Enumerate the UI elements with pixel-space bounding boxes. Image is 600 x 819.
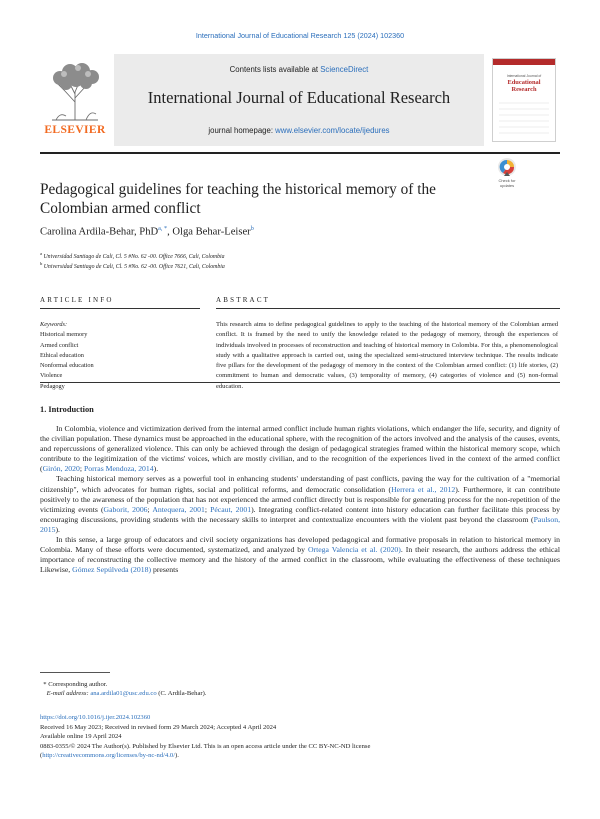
- affiliation-b: [40, 261, 225, 270]
- affiliation-text: Universidad Santiago de Cali, Cl. 5 #No. 62 -00. Office 7666, Cali, Colombia: [43, 253, 225, 260]
- affiliation-text: Universidad Santiago de Cali, Cl. 5 #No. 62 -00. Office 7621, Cali, Colombia: [43, 263, 225, 270]
- email-label: E-mail address:: [46, 690, 89, 697]
- paragraph: [40, 424, 560, 474]
- corresponding-author-note: [40, 681, 560, 688]
- paragraph-text: In this sense, a large group of educators and civil society organizations has developed pedagogical and formative proposals in relation to historical memory in Colombia. Many of these efforts were documented, systematized, and analyzed by: [40, 535, 560, 555]
- citation-link[interactable]: Paulson, 2015: [40, 514, 560, 534]
- available-online: Available online 19 April 2024: [40, 733, 122, 741]
- license-text: 0883-0355/© 2024 The Author(s). Published by Elsevier Ltd. This is an open access article under the CC BY-NC-ND license: [40, 742, 371, 750]
- keyword: Historical memory: [40, 331, 88, 339]
- paragraph-text: presents: [151, 565, 179, 575]
- contents-prefix: Contents lists available at: [229, 65, 321, 74]
- check-for-updates-icon: [498, 158, 516, 178]
- email-suffix: (C. Ardila-Behar).: [156, 690, 207, 697]
- abstract-rule: [216, 308, 560, 309]
- citation-separator: ;: [79, 464, 84, 474]
- citation-link[interactable]: Ortega Valencia et al. (2020): [307, 545, 401, 555]
- citation-link[interactable]: Antequera, 2001: [152, 504, 205, 514]
- paragraph-text: In Colombia, violence and victimization derived from the internal armed conflict include human rights violations, which endanger the life, security, and dignity of the civilian population. These dynamics must be approached in the educational sphere, with the recognition of the actors involved and the analysis of the causes, events, and repercussions of generalized violence. This can only be achieved through the design of pedagogical strategies framed within the historical memory scope, which contribute to the legitimization of the victims' voices, which are mostly civilian, and to the recognition of the experiences lived in the context of the armed conflict (: [40, 424, 560, 474]
- homepage-line: [114, 126, 484, 135]
- journal-title: International Journal of Educational Research: [147, 88, 451, 107]
- keyword: Armed conflict: [40, 341, 79, 349]
- citation-link[interactable]: Gaborit, 2006: [103, 504, 148, 514]
- abstract-bottom-rule: [40, 382, 560, 383]
- cover-color-bar: [493, 59, 555, 65]
- elsevier-logo[interactable]: [42, 62, 108, 140]
- keyword: Pedagogy: [40, 382, 65, 390]
- journal-homepage-link[interactable]: www.elsevier.com/locate/ijedures: [275, 126, 390, 135]
- keyword: Ethical education: [40, 351, 84, 359]
- paragraph-text: Teaching historical memory serves as a powerful tool in enhancing students' understanding of past conflicts, paving the way for the cultivation of a "memorial citizenship", which advocates for human rights, social and political reforms, and democratic consolidation (: [40, 474, 560, 494]
- author-affiliation-mark[interactable]: a, *: [158, 225, 168, 232]
- citation-link[interactable]: Herrera et al., 2012: [391, 484, 456, 494]
- journal-cover-thumbnail[interactable]: [492, 58, 556, 142]
- author-name[interactable]: Carolina Ardila-Behar, PhD: [40, 226, 159, 238]
- license-link[interactable]: http://creativecommons.org/licenses/by-nc-nd/4.0/: [42, 752, 176, 760]
- cover-title-line1: Educational: [507, 79, 541, 86]
- homepage-prefix: journal homepage:: [208, 126, 276, 135]
- paragraph: [40, 535, 560, 575]
- citation-separator: ;: [204, 504, 211, 514]
- received-dates: Received 16 May 2023; Received in revised form 29 March 2024; Accepted 4 April 2024: [40, 723, 277, 731]
- license-close: ).: [175, 752, 179, 760]
- abstract-heading: ABSTRACT: [216, 296, 271, 304]
- introduction-body: [40, 424, 560, 575]
- email-line: [40, 690, 560, 697]
- citation-link[interactable]: Girón, 2020: [42, 464, 80, 474]
- cover-small-text: International Journal of: [506, 74, 542, 78]
- author-name[interactable]: Olga Behar-Leiser: [172, 226, 251, 238]
- section-heading-introduction: 1. Introduction: [40, 405, 94, 414]
- author-affiliation-mark[interactable]: b: [250, 225, 254, 232]
- cover-title: [495, 79, 553, 93]
- author-list: [40, 225, 254, 238]
- license-line: [40, 751, 560, 761]
- article-info-rule: [40, 308, 200, 309]
- check-for-updates-button[interactable]: [492, 158, 522, 196]
- author-separator: ,: [167, 226, 173, 238]
- footnote: [40, 681, 560, 697]
- article-title: Pedagogical guidelines for teaching the historical memory of the Colombian armed conflict: [40, 181, 436, 217]
- elsevier-tree-icon: [46, 62, 104, 122]
- citation-link[interactable]: Pécaut, 2001: [210, 504, 252, 514]
- paragraph: [40, 474, 560, 535]
- paragraph-text: ).: [55, 524, 60, 534]
- affiliation-a: [40, 251, 225, 260]
- check-line1: Check for: [498, 178, 516, 183]
- footnote-mark: *: [43, 681, 47, 688]
- journal-info-panel: [114, 54, 484, 146]
- doi-link[interactable]: https://doi.org/10.1016/j.ijer.2024.102360: [40, 714, 151, 721]
- paragraph-text: ). Integrating conflict-related content into history education can further facilitate this process by encouraging discussions, providing students with the necessary skills to interpret and contextualize encounters with the violent past beyond the classroom (: [40, 504, 561, 524]
- paragraph-text: ). Furthermore, it can contribute positively to the awareness of the population that has not experienced the armed conflict directly but is responsible for generating process for the non-repetition of the victimizing events (: [40, 484, 560, 514]
- cover-title-line2: Research: [511, 86, 537, 93]
- footnote-label: Corresponding author.: [48, 681, 108, 688]
- footnote-rule: [40, 672, 110, 673]
- keyword: Violence: [40, 372, 63, 380]
- affiliation-mark: a: [40, 251, 43, 256]
- article-info-heading: ARTICLE INFO: [40, 296, 114, 304]
- author-email-link[interactable]: ana.ardila01@usc.edu.co: [90, 690, 157, 697]
- article-footer: [40, 713, 560, 761]
- citation-link[interactable]: Gómez Sepúlveda (2018): [72, 565, 152, 575]
- citation-separator: ;: [147, 504, 153, 514]
- contents-line: [114, 65, 484, 74]
- elsevier-wordmark: ELSEVIER: [44, 124, 106, 136]
- keyword: Nonformal education: [40, 362, 94, 370]
- paragraph-text: . In their research, the authors address the ethical importance of reconstructing the collective memory and the history of the armed conflict in the classroom, while evaluating the effectiveness of these techniques Likewise,: [40, 545, 560, 575]
- check-line2: updates: [499, 182, 515, 188]
- citation-link[interactable]: Porras Mendoza, 2014: [83, 464, 154, 474]
- header-divider: [40, 152, 560, 154]
- cover-pattern-icon: [499, 99, 549, 135]
- paragraph-text: ).: [153, 464, 159, 474]
- abstract-text: This research aims to define pedagogical guidelines to apply to the teaching of the historical memory of the Colombian armed conflict. It is framed by the need to unify the knowledge related to the pedagogy of memory, through the experiences of individuals involved in processes of reconstruction and teaching of historical memory in Colombia. For this, a phenomenological study with a qualitative approach is carried out, using the specialized semi-structured interview technique. The results indicate five pillars for the development of the pedagogy of memory in the context of the Colombian armed conflict: (1) life stories, (2) commitment to human and democratic values, (3) temporality of memory, (4) categories of violence and (5) non-formal education.: [216, 321, 558, 390]
- journal-header: [40, 54, 560, 146]
- running-header: International Journal of Educational Research 125 (2024) 102360: [195, 31, 405, 40]
- sciencedirect-link[interactable]: ScienceDirect: [320, 65, 369, 74]
- keywords-title: Keywords:: [40, 321, 68, 328]
- license-open: (: [40, 752, 43, 760]
- check-for-updates-label: [492, 179, 522, 188]
- affiliation-mark: b: [40, 261, 43, 266]
